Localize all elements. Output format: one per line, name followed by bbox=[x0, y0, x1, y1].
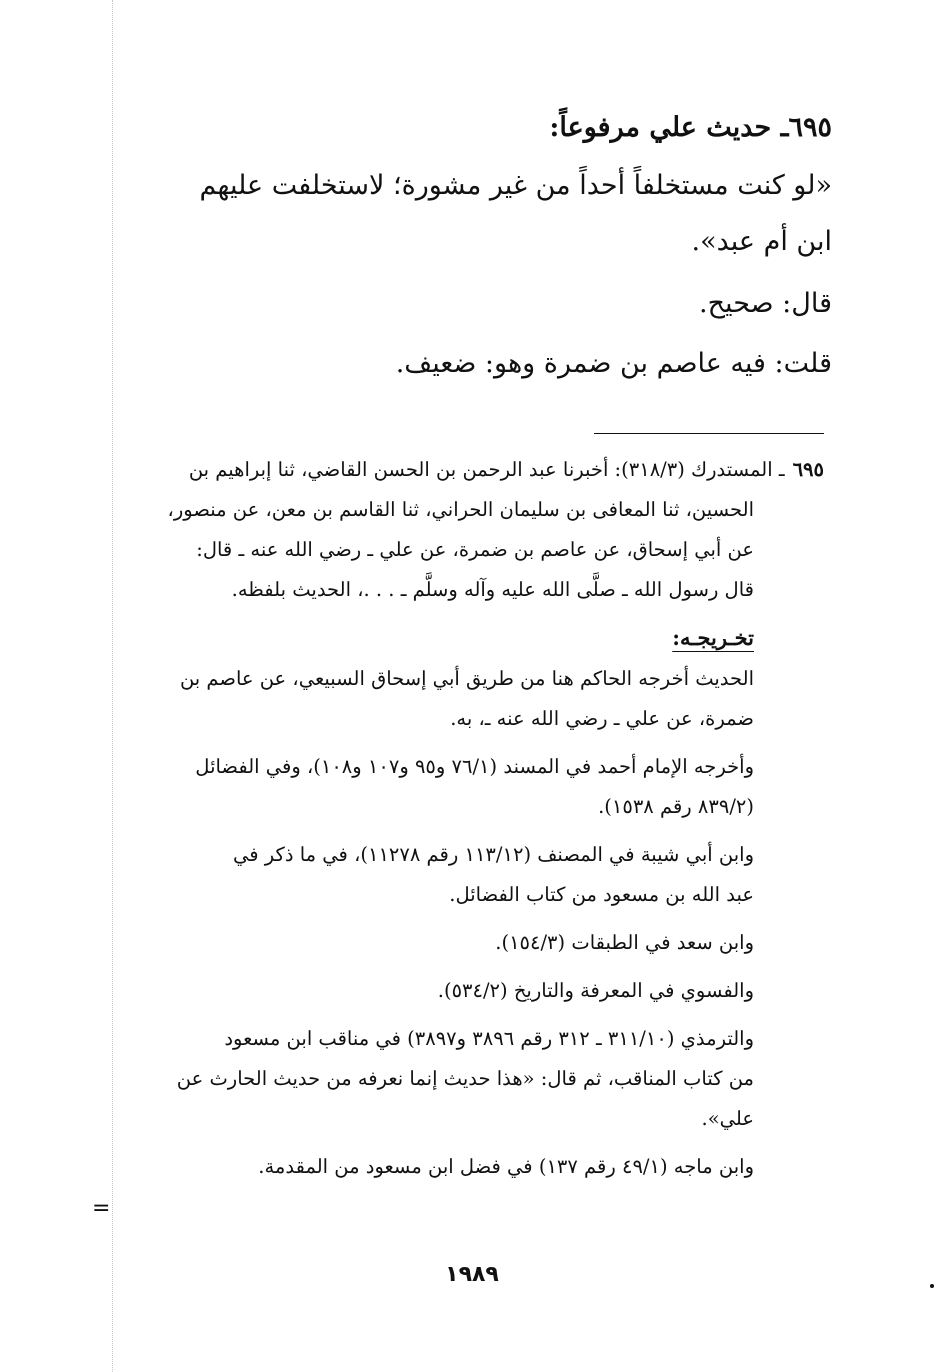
hakim-verdict: قال: صحيح. bbox=[699, 288, 832, 319]
hadith-line: «لو كنت مستخلفاً أحداً من غير مشورة؛ لاستخلفت عليهم bbox=[199, 170, 832, 201]
takhrij-paragraph-1 bbox=[128, 659, 824, 739]
footnote-line: الحسين، ثنا المعافى بن سليمان الحراني، ثنا القاسم بن معن، عن منصور، bbox=[167, 498, 754, 521]
paragraph-line: (٨٣٩/٢ رقم ١٥٣٨). bbox=[598, 795, 754, 818]
paragraph-line: وابن أبي شيبة في المصنف (١١٣/١٢ رقم ١١٢٧٨)، في ما ذكر في bbox=[233, 843, 754, 866]
footnote-line: قال رسول الله ـ صلَّى الله عليه وآله وسلَّم ـ . . .، الحديث بلفظه. bbox=[231, 578, 754, 601]
paragraph-line: عبد الله بن مسعود من كتاب الفضائل. bbox=[449, 883, 754, 906]
hadith-line: ابن أم عبد». bbox=[691, 226, 832, 257]
paragraph-line: علي». bbox=[701, 1107, 754, 1130]
footnote-number: ٦٩٥ bbox=[792, 458, 824, 481]
takhrij-paragraph-3 bbox=[128, 835, 824, 915]
footnotes bbox=[128, 450, 824, 1195]
takhrij-paragraph-7 bbox=[128, 1147, 824, 1187]
paragraph-line: وابن ماجه (٤٩/١ رقم ١٣٧) في فضل ابن مسعود من المقدمة. bbox=[258, 1155, 754, 1178]
footnote-separator bbox=[594, 433, 824, 434]
paragraph-line: والفسوي في المعرفة والتاريخ (٥٣٤/٢). bbox=[437, 979, 754, 1002]
hadith-heading bbox=[132, 100, 832, 156]
footnote-line-text: ـ المستدرك (٣١٨/٣): أخبرنا عبد الرحمن بن الحسن القاضي، ثنا إبراهيم بن bbox=[188, 458, 785, 481]
continuation-mark: = bbox=[92, 1196, 111, 1221]
paragraph-line: وأخرجه الإمام أحمد في المسند (٧٦/١ و٩٥ و١٠٧ و١٠٨)، وفي الفضائل bbox=[195, 755, 754, 778]
main-text bbox=[132, 100, 832, 392]
takhrij-paragraph-2 bbox=[128, 747, 824, 827]
paragraph-line: من كتاب المناقب، ثم قال: «هذا حديث إنما نعرفه من حديث الحارث عن bbox=[176, 1067, 754, 1090]
paragraph-line: الحديث أخرجه الحاكم هنا من طريق أبي إسحاق السبيعي، عن عاصم بن bbox=[179, 667, 754, 690]
takhrij-label: تخـريجـه: bbox=[672, 625, 754, 650]
hadith-heading-text: ـ حديث علي مرفوعاً: bbox=[549, 112, 789, 143]
footnote-source bbox=[128, 450, 824, 610]
hadith-text bbox=[132, 158, 832, 270]
takhrij-paragraph-4 bbox=[128, 923, 824, 963]
footnote-line: عن أبي إسحاق، عن عاصم بن ضمرة، عن علي ـ رضي الله عنه ـ قال: bbox=[196, 538, 754, 561]
footnote-line bbox=[128, 450, 824, 490]
takhrij-heading bbox=[128, 618, 824, 659]
margin-dotted-line bbox=[112, 0, 113, 1372]
paragraph-line: ضمرة، عن علي ـ رضي الله عنه ـ، به. bbox=[450, 707, 754, 730]
takhrij-paragraph-6 bbox=[128, 1019, 824, 1139]
paragraph-line: والترمذي (٣١١/١٠ ـ ٣١٢ رقم ٣٨٩٦ و٣٨٩٧) في مناقب ابن مسعود bbox=[224, 1027, 754, 1050]
takhrij-paragraph-5 bbox=[128, 971, 824, 1011]
hadith-number: ٦٩٥ bbox=[788, 112, 832, 143]
paragraph-line: وابن سعد في الطبقات (١٥٤/٣). bbox=[495, 931, 754, 954]
page-number: ١٩٨٩ bbox=[445, 1262, 499, 1287]
author-verdict: قلت: فيه عاصم بن ضمرة وهو: ضعيف. bbox=[395, 348, 832, 379]
